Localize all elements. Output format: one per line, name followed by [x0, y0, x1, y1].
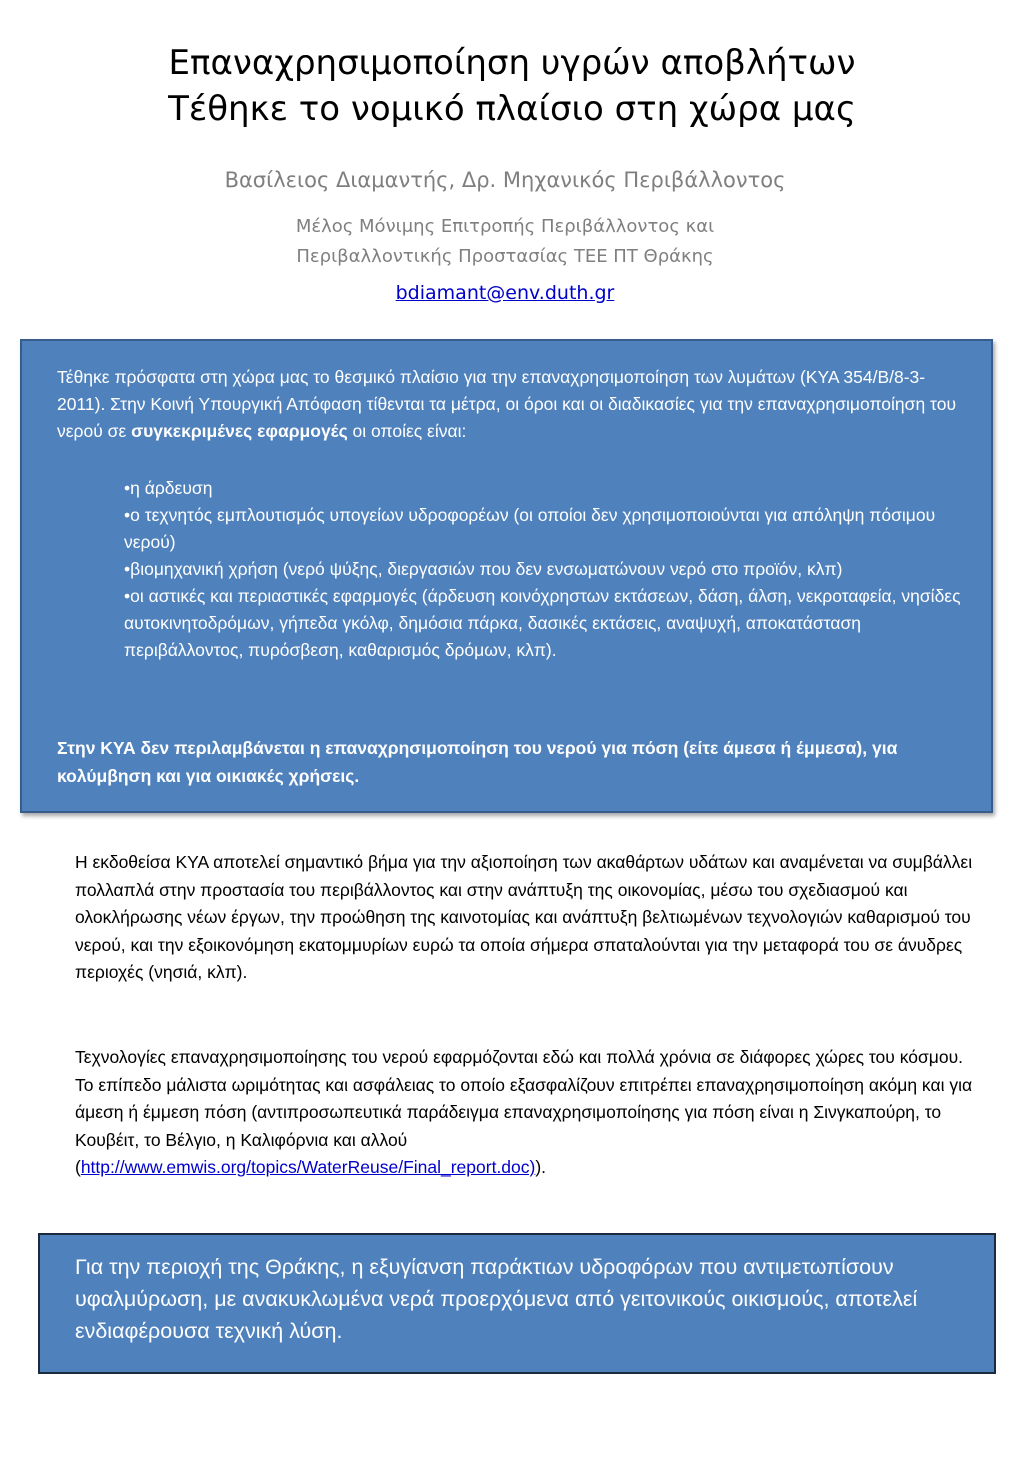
exclusion-note: Στην ΚΥΑ δεν περιλαμβάνεται η επαναχρησιμοποίηση του νερού για πόση (είτε άμεσα ή έμμεσα), για κολύμβηση και για οικιακές χρήσεις. — [57, 738, 898, 786]
list-item: •βιομηχανική χρήση (νερό ψύξης, διεργασιών που δεν ενσωματώνουν νερό στο προϊόν, κλπ) — [124, 559, 843, 579]
list-item: •η άρδευση — [124, 478, 213, 498]
thrace-text: Για την περιοχή της Θράκης, η εξυγίανση παράκτιων υδροφόρων που αντιμετωπίσουν υφαλμύρωση, με ανακυκλωμένα νερά προερχόμενα από γειτονικούς οικισμούς, αποτελεί ενδιαφέρουσα τεχνική λύση. — [75, 1255, 918, 1343]
title-line-1: Επαναχρησιμοποίηση υγρών αποβλήτων — [168, 43, 856, 83]
list-item: •ο τεχνητός εμπλουτισμός υπογείων υδροφορέων (οι οποίοι δεν χρησιμοποιούνται για απόληψη πόσιμου νερού) — [124, 505, 936, 552]
author-name: Βασίλειος Διαμαντής, Δρ. Μηχανικός Περιβάλλοντος — [224, 168, 786, 192]
paragraph-significance: Η εκδοθείσα ΚΥΑ αποτελεί σημαντικό βήμα για την αξιοποίηση των ακαθάρτων υδάτων και αναμένεται να συμβάλλει πολλαπλά στην προστασία του περιβάλλοντος και στην ανάπτυξη της οικονομίας, μέσω του σχεδιασμού και ολοκλήρωσης νέων έργων, την προώθηση της καινοτομίας και ανάπτυξη βελτιωμένων τεχνολογιών καθαρισμού του νερού, και την εξοικονόμηση εκατομμυρίων ευρώ τα οποία σήμερα σπαταλούνται για την μεταφορά του σε άνυδρες περιοχές (νησιά, κλπ). — [75, 852, 973, 982]
thrace-box — [38, 1233, 996, 1374]
intro-bold-text: συγκεκριμένες εφαρμογές — [131, 421, 348, 441]
intro-end-text: οι οποίες είναι: — [347, 421, 467, 441]
open-paren: ( — [75, 1157, 81, 1177]
list-item: •οι αστικές και περιαστικές εφαρμογές (άρδευση κοινόχρηστων εκτάσεων, δάση, άλση, νεκροταφεία, νησίδες αυτοκινητοδρόμων, γήπεδα γκόλφ, δημόσια πάρκα, δασικές εκτάσεις, αναψυχή, αποκατάσταση περιβάλλοντος, πυρόσβεση, καθαρισμός δρόμων, κλπ). — [124, 586, 961, 660]
intro-text: Τέθηκε πρόσφατα στη χώρα μας το θεσμικό πλαίσιο για την επαναχρησιμοποίηση των λυμάτων (ΚΥΑ 354/Β/8-3-2011). Στην Κοινή Υπουργική Απόφαση τίθενται τα μέτρα, οι όροι και οι διαδικασίες για την επαναχρησιμοποίηση του νερού σε — [57, 367, 957, 441]
applications-list — [124, 475, 964, 664]
paragraph-text: Τεχνολογίες επαναχρησιμοποίησης του νερού εφαρμόζονται εδώ και πολλά χρόνια σε διάφορες χώρες του κόσμου. Το επίπεδο μάλιστα ωριμότητας και ασφάλειας το οποίο εξασφαλίζουν επιτρέπει επαναχρησιμοποίηση ακόμη και για άμεση ή έμμεση πόση (αντιπροσωπευτικά παράδειγμα επαναχρησιμοποίησης για πόση είναι η Σινγκαπούρη, το Κουβέιτ, το Βέλγιο, η Καλιφόρνια και αλλού — [75, 1047, 973, 1150]
paragraph-technologies — [75, 1044, 975, 1182]
affiliation-line-1: Μέλος Μόνιμης Επιτροπής Περιβάλλοντος και — [295, 216, 715, 237]
page-title — [0, 40, 1024, 132]
closing-text: ). — [535, 1157, 547, 1177]
affiliation-line-2: Περιβαλλοντικής Προστασίας ΤΕΕ ΠΤ Θράκης — [296, 246, 714, 267]
legislation-box — [20, 339, 993, 813]
author-email — [0, 282, 1010, 304]
author-affiliation — [0, 212, 1010, 272]
legislation-intro — [57, 364, 972, 445]
title-line-2: Τέθηκε το νομικό πλαίσιο στη χώρα μας — [168, 89, 856, 129]
report-link[interactable]: http://www.emwis.org/topics/WaterReuse/Final_report.doc) — [80, 1157, 536, 1177]
email-link[interactable]: bdiamant@env.duth.gr — [395, 282, 615, 304]
